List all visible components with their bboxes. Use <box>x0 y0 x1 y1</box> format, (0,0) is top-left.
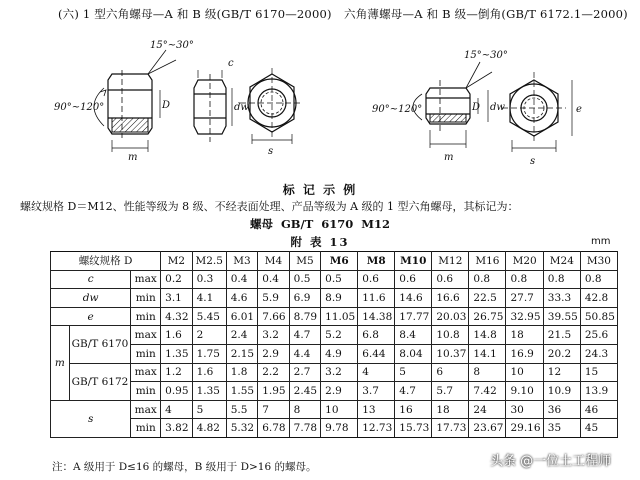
value-cell: 0.4 <box>226 270 257 289</box>
value-cell: 1.75 <box>192 344 226 363</box>
value-cell: 12.73 <box>358 419 395 438</box>
value-cell: 2.7 <box>289 363 320 382</box>
header-label: 螺纹规格 D <box>51 252 161 271</box>
header-row <box>51 252 618 271</box>
label-chamfer-angle: 90°~120° <box>54 102 105 113</box>
label-m-thin: m <box>444 152 454 163</box>
value-cell: 8 <box>289 400 320 419</box>
size-cell: M30 <box>580 252 617 271</box>
value-cell: 18 <box>432 400 469 419</box>
value-cell: 36 <box>543 400 580 419</box>
value-cell: 10.9 <box>543 382 580 401</box>
value-cell: 16.9 <box>506 344 543 363</box>
value-cell: 18 <box>506 326 543 345</box>
value-cell: 4.9 <box>321 344 358 363</box>
value-cell: 7 <box>258 400 289 419</box>
standard-gb6172: GB/T 6172 <box>69 363 131 400</box>
value-cell: 15 <box>580 363 617 382</box>
table-row <box>51 326 618 345</box>
value-cell: 1.35 <box>192 382 226 401</box>
value-cell: 6.78 <box>258 419 289 438</box>
value-cell: 17.73 <box>432 419 469 438</box>
value-cell: 20.03 <box>432 307 469 326</box>
value-cell: 2.2 <box>258 363 289 382</box>
value-cell: 4.1 <box>192 289 226 308</box>
value-cell: 2.45 <box>289 382 320 401</box>
value-cell: 5.5 <box>226 400 257 419</box>
label-s: s <box>268 146 274 157</box>
value-cell: 10.37 <box>432 344 469 363</box>
value-cell: 8 <box>469 363 506 382</box>
row-kind: min <box>131 307 161 326</box>
value-cell: 3.2 <box>258 326 289 345</box>
value-cell: 24 <box>469 400 506 419</box>
label-chamfer-angle-thin: 90°~120° <box>372 104 423 115</box>
value-cell: 1.8 <box>226 363 257 382</box>
value-cell: 0.95 <box>161 382 192 401</box>
label-s-thin: s <box>530 156 536 167</box>
value-cell: 17.77 <box>395 307 432 326</box>
footnote: 注：A 级用于 D≤16 的螺母，B 级用于 D>16 的螺母。 <box>52 461 317 473</box>
value-cell: 4 <box>358 363 395 382</box>
table-row <box>51 400 618 419</box>
value-cell: 5.45 <box>192 307 226 326</box>
label-dw: dw <box>234 102 249 113</box>
size-cell: M5 <box>289 252 320 271</box>
size-cell: M4 <box>258 252 289 271</box>
value-cell: 7.66 <box>258 307 289 326</box>
row-kind: max <box>131 270 161 289</box>
value-cell: 5.7 <box>432 382 469 401</box>
value-cell: 13.9 <box>580 382 617 401</box>
drawing-hex-nut-type1 <box>40 30 300 180</box>
value-cell: 1.2 <box>161 363 192 382</box>
value-cell: 45 <box>580 419 617 438</box>
value-cell: 5.2 <box>321 326 358 345</box>
value-cell: 6 <box>432 363 469 382</box>
size-cell: M8 <box>358 252 395 271</box>
label-c: c <box>228 58 234 69</box>
table-row <box>51 419 618 438</box>
spec-table <box>50 251 618 438</box>
value-cell: 50.85 <box>580 307 617 326</box>
row-symbol-s: s <box>51 400 131 437</box>
row-symbol: c <box>51 270 131 289</box>
value-cell: 0.4 <box>258 270 289 289</box>
value-cell: 7.78 <box>289 419 320 438</box>
label-chamfer-top-thin: 15°~30° <box>464 50 508 61</box>
value-cell: 10.8 <box>432 326 469 345</box>
value-cell: 3.82 <box>161 419 192 438</box>
value-cell: 8.9 <box>321 289 358 308</box>
table-title: 附 表 13 <box>290 235 350 249</box>
marking-example: 螺母 GB/T 6170 M12 <box>249 217 391 231</box>
size-cell: M2.5 <box>192 252 226 271</box>
value-cell: 1.35 <box>161 344 192 363</box>
row-kind: min <box>131 344 161 363</box>
row-kind: min <box>131 382 161 401</box>
value-cell: 0.5 <box>321 270 358 289</box>
value-cell: 4.32 <box>161 307 192 326</box>
value-cell: 2.9 <box>321 382 358 401</box>
value-cell: 46 <box>580 400 617 419</box>
row-kind: min <box>131 289 161 308</box>
watermark-text: 头条 @一位土工程师 <box>490 454 612 469</box>
label-D: D <box>162 100 171 111</box>
value-cell: 4.7 <box>395 382 432 401</box>
value-cell: 14.6 <box>395 289 432 308</box>
value-cell: 3.7 <box>358 382 395 401</box>
value-cell: 0.8 <box>469 270 506 289</box>
value-cell: 6.44 <box>358 344 395 363</box>
value-cell: 3.1 <box>161 289 192 308</box>
value-cell: 25.6 <box>580 326 617 345</box>
size-cell: M6 <box>321 252 358 271</box>
value-cell: 1.95 <box>258 382 289 401</box>
value-cell: 27.7 <box>506 289 543 308</box>
value-cell: 42.8 <box>580 289 617 308</box>
value-cell: 4.4 <box>289 344 320 363</box>
value-cell: 29.16 <box>506 419 543 438</box>
table-row <box>51 289 618 308</box>
value-cell: 10 <box>506 363 543 382</box>
row-symbol: e <box>51 307 131 326</box>
value-cell: 0.8 <box>580 270 617 289</box>
value-cell: 6.9 <box>289 289 320 308</box>
value-cell: 22.5 <box>469 289 506 308</box>
value-cell: 5.32 <box>226 419 257 438</box>
label-dw-thin: dw <box>490 102 505 113</box>
value-cell: 9.78 <box>321 419 358 438</box>
value-cell: 16.6 <box>432 289 469 308</box>
value-cell: 0.6 <box>395 270 432 289</box>
table-unit: mm <box>591 236 611 247</box>
size-cell: M16 <box>469 252 506 271</box>
value-cell: 5 <box>395 363 432 382</box>
value-cell: 5.9 <box>258 289 289 308</box>
size-cell: M12 <box>432 252 469 271</box>
value-cell: 2 <box>192 326 226 345</box>
label-chamfer-top: 15°~30° <box>150 40 194 51</box>
value-cell: 23.67 <box>469 419 506 438</box>
size-cell: M3 <box>226 252 257 271</box>
value-cell: 26.75 <box>469 307 506 326</box>
row-symbol-m: m <box>51 326 70 400</box>
value-cell: 14.8 <box>469 326 506 345</box>
value-cell: 33.3 <box>543 289 580 308</box>
value-cell: 11.6 <box>358 289 395 308</box>
value-cell: 12 <box>543 363 580 382</box>
value-cell: 6.01 <box>226 307 257 326</box>
size-cell: M24 <box>543 252 580 271</box>
value-cell: 4.6 <box>226 289 257 308</box>
value-cell: 1.55 <box>226 382 257 401</box>
value-cell: 2.9 <box>258 344 289 363</box>
value-cell: 5 <box>192 400 226 419</box>
table-row <box>51 344 618 363</box>
value-cell: 7.42 <box>469 382 506 401</box>
heading-gb6170: (六) 1 型六角螺母—A 和 B 级(GB/T 6170—2000) <box>58 7 332 21</box>
value-cell: 0.3 <box>192 270 226 289</box>
value-cell: 4.82 <box>192 419 226 438</box>
value-cell: 11.05 <box>321 307 358 326</box>
marking-title: 标 记 示 例 <box>282 183 358 197</box>
value-cell: 0.5 <box>289 270 320 289</box>
size-cell: M2 <box>161 252 192 271</box>
value-cell: 16 <box>395 400 432 419</box>
value-cell: 8.4 <box>395 326 432 345</box>
value-cell: 20.2 <box>543 344 580 363</box>
row-kind: max <box>131 363 161 382</box>
value-cell: 1.6 <box>192 363 226 382</box>
size-cell: M10 <box>395 252 432 271</box>
value-cell: 13 <box>358 400 395 419</box>
value-cell: 0.6 <box>432 270 469 289</box>
drawing-thin-hex-nut <box>360 30 610 180</box>
value-cell: 0.8 <box>506 270 543 289</box>
value-cell: 21.5 <box>543 326 580 345</box>
label-D-thin: D <box>472 102 481 113</box>
value-cell: 24.3 <box>580 344 617 363</box>
value-cell: 1.6 <box>161 326 192 345</box>
value-cell: 9.10 <box>506 382 543 401</box>
value-cell: 8.79 <box>289 307 320 326</box>
value-cell: 3.2 <box>321 363 358 382</box>
row-kind: max <box>131 326 161 345</box>
standard-gb6170: GB/T 6170 <box>69 326 131 363</box>
value-cell: 8.04 <box>395 344 432 363</box>
value-cell: 2.15 <box>226 344 257 363</box>
value-cell: 4 <box>161 400 192 419</box>
value-cell: 32.95 <box>506 307 543 326</box>
marking-text: 螺纹规格 D＝M12、性能等级为 8 级、不经表面处理、产品等级为 A 级的 1 型六角螺母，其标记为： <box>20 200 519 213</box>
value-cell: 4.7 <box>289 326 320 345</box>
value-cell: 14.38 <box>358 307 395 326</box>
label-e-thin: e <box>576 104 582 115</box>
size-cell: M20 <box>506 252 543 271</box>
table-row <box>51 363 618 382</box>
value-cell: 14.1 <box>469 344 506 363</box>
value-cell: 0.6 <box>358 270 395 289</box>
value-cell: 0.8 <box>543 270 580 289</box>
table-row <box>51 307 618 326</box>
value-cell: 0.2 <box>161 270 192 289</box>
value-cell: 10 <box>321 400 358 419</box>
value-cell: 30 <box>506 400 543 419</box>
value-cell: 35 <box>543 419 580 438</box>
row-kind: max <box>131 400 161 419</box>
value-cell: 6.8 <box>358 326 395 345</box>
row-symbol: dw <box>51 289 131 308</box>
value-cell: 15.73 <box>395 419 432 438</box>
value-cell: 2.4 <box>226 326 257 345</box>
table-row <box>51 382 618 401</box>
row-kind: min <box>131 419 161 438</box>
label-m: m <box>128 152 138 163</box>
value-cell: 39.55 <box>543 307 580 326</box>
heading-gb6172: 六角薄螺母—A 和 B 级—倒角(GB/T 6172.1—2000) <box>344 7 628 21</box>
table-row <box>51 270 618 289</box>
